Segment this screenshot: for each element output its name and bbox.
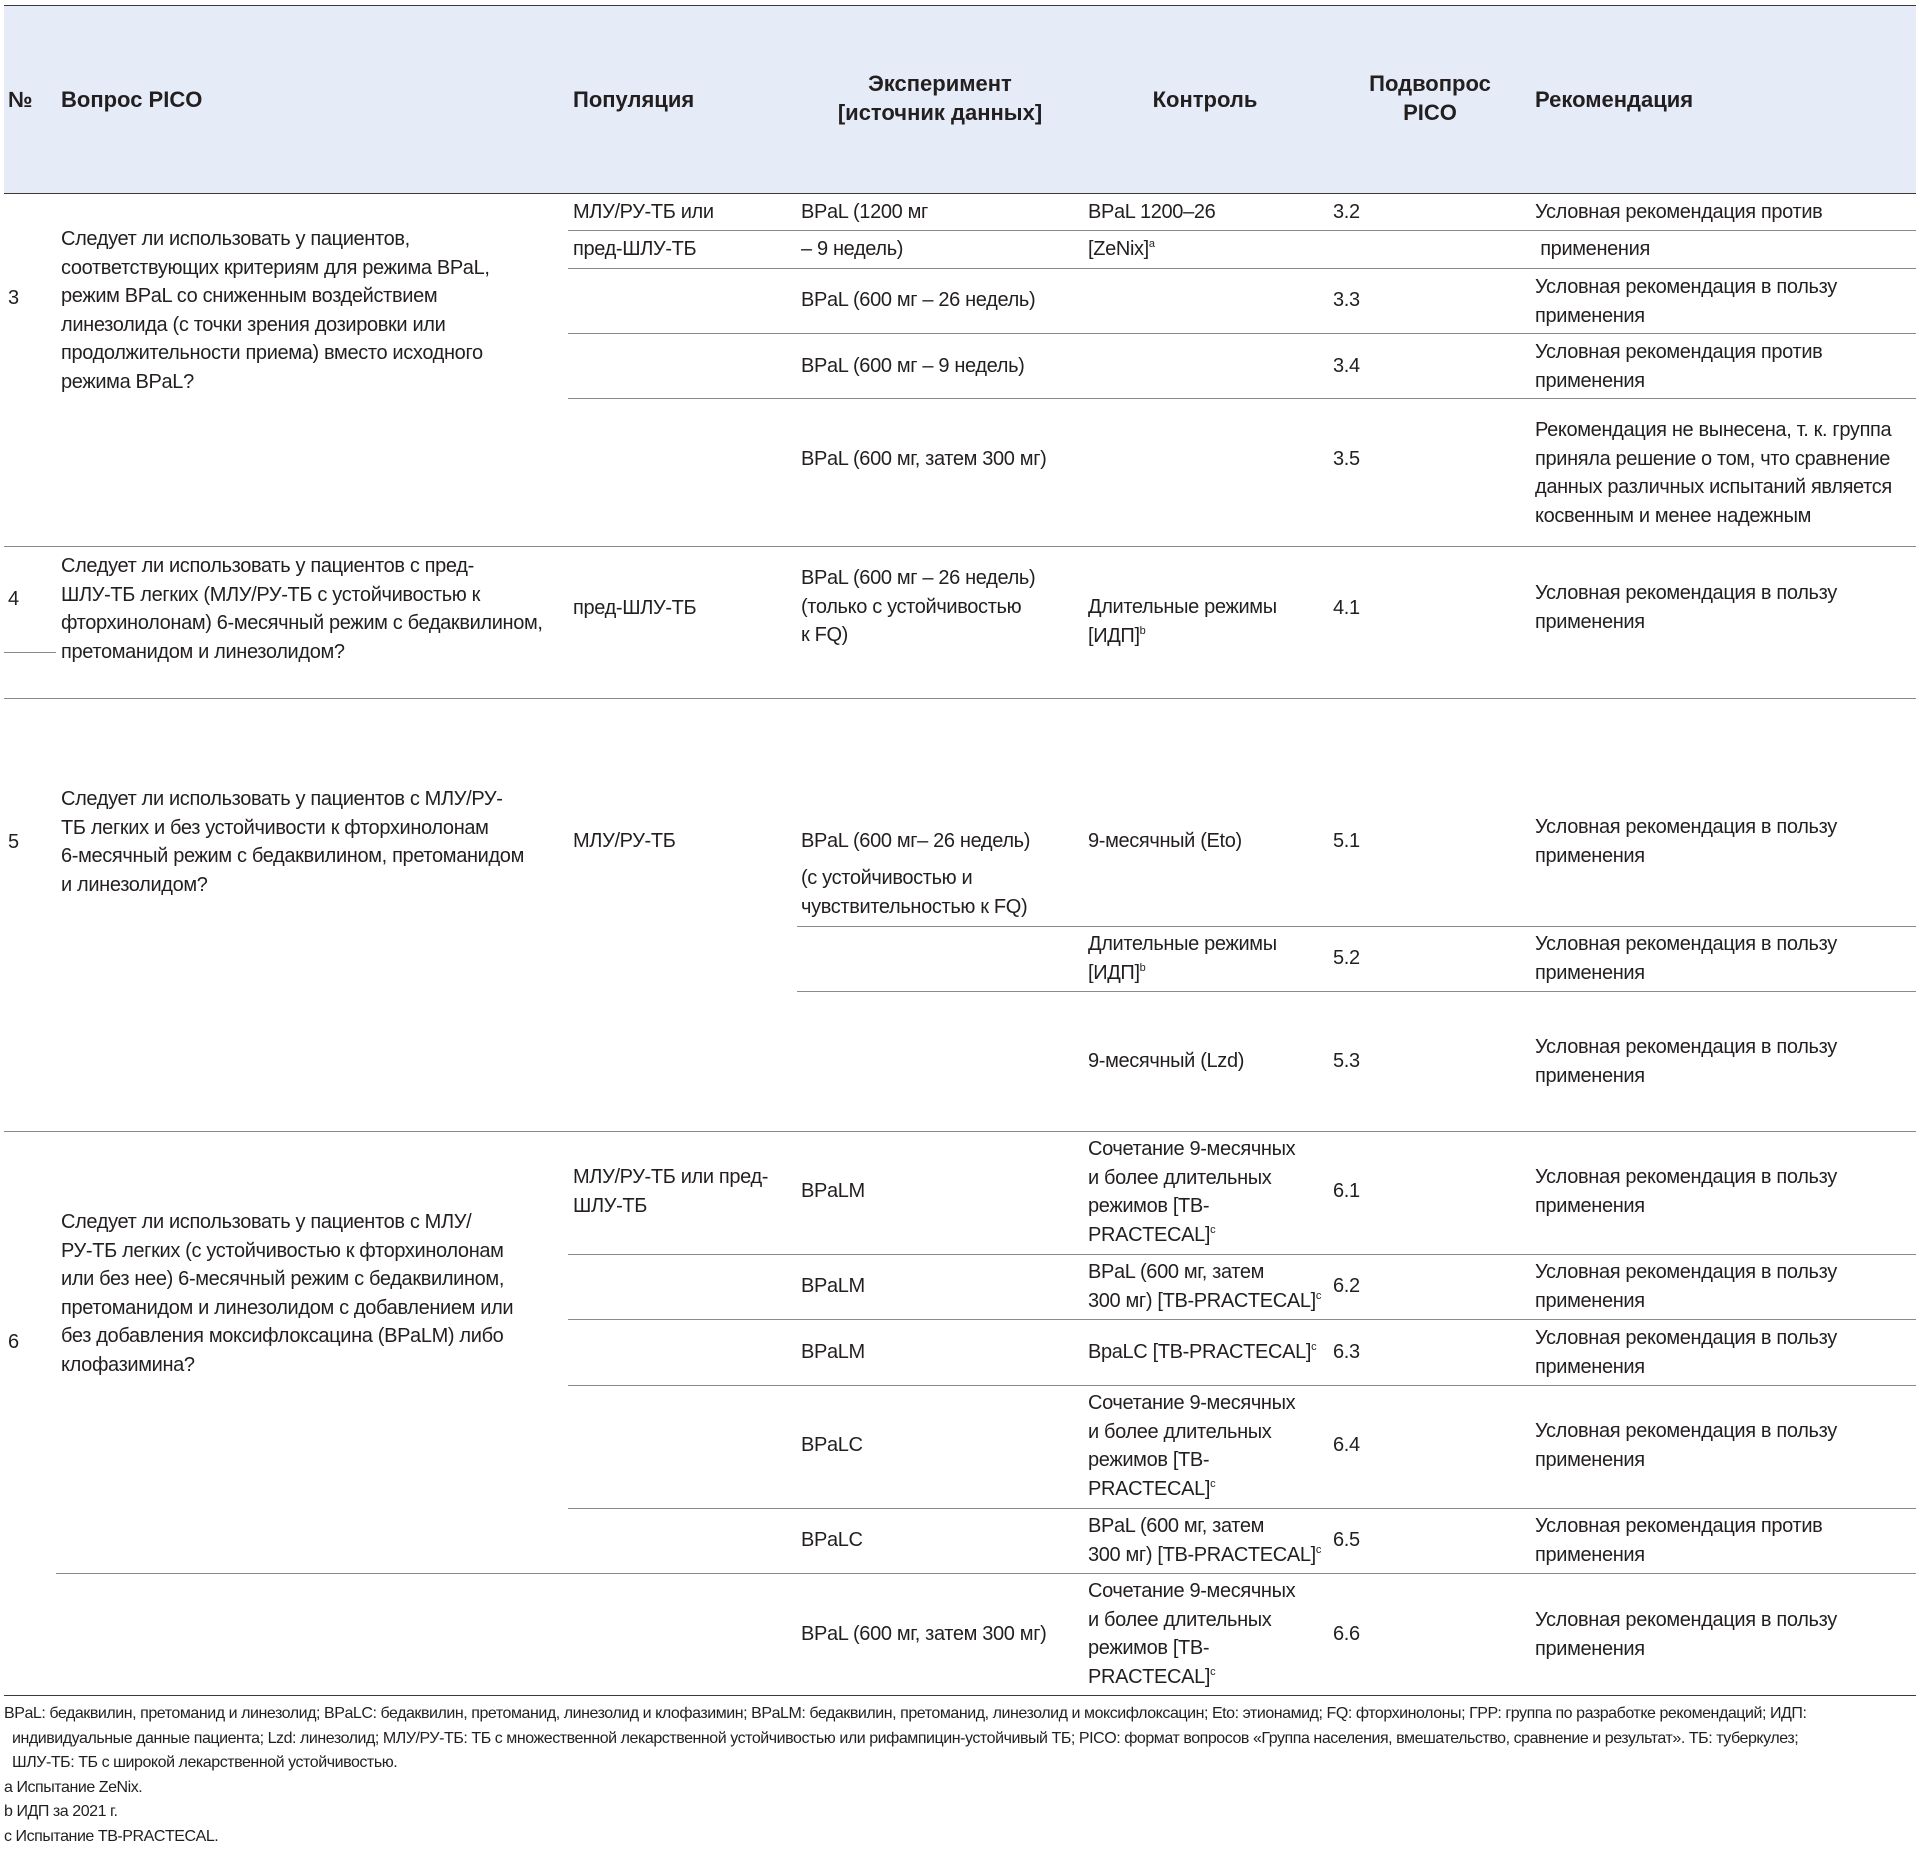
recommendation-cell xyxy=(1535,579,1837,636)
header-experiment xyxy=(790,69,1090,127)
row-divider xyxy=(568,230,1916,231)
pico-question xyxy=(61,1208,513,1379)
control-cell xyxy=(1088,930,1277,987)
text-line xyxy=(1088,1221,1295,1250)
header-recommendation: Рекомендация xyxy=(1535,87,1694,112)
text-line: (с устойчивостью и xyxy=(801,867,973,889)
control-text: BpaLC [TB-PRACTECAL] xyxy=(1088,1341,1312,1363)
text-line: и линезолидом? xyxy=(61,873,208,896)
text-line: Условная рекомендация против xyxy=(1535,341,1823,363)
header-control: Контроль xyxy=(1152,87,1258,112)
row-divider xyxy=(4,1131,1916,1132)
text-line: применения xyxy=(1535,369,1645,392)
footnote-marker: c xyxy=(1210,1477,1216,1490)
footnote-abbreviations: BPaL: бедаквилин, претоманид и линезолид; BPaLC: бедаквилин, претоманид, линезолид и клофазимин; BPaLM: бедаквилин, претоманид, линезолид и моксифлоксацин; Eto: этионамид; FQ: фторхинолоны; ГРР: группа по разработке рекомендаций; ИДП: xyxy=(4,1705,1807,1722)
text-line: режимов [TB- xyxy=(1088,1637,1210,1659)
text-line: применения xyxy=(1535,1064,1645,1087)
row-divider xyxy=(568,1254,1916,1255)
control-cell xyxy=(1088,235,1155,264)
text-line: к FQ) xyxy=(801,624,848,646)
row-divider xyxy=(4,652,56,653)
text-line: клофазимина? xyxy=(61,1353,195,1376)
experiment-cell: BPaL (1200 мг xyxy=(801,201,928,223)
row-divider xyxy=(4,546,1916,547)
text-line: или без нее) 6-месячный режим с бедаквилином, xyxy=(61,1268,505,1290)
text-line: и более длительных xyxy=(1088,1420,1272,1443)
footnote-c: c Испытание TB-PRACTECAL. xyxy=(4,1828,219,1845)
recommendation-cell xyxy=(1535,1324,1837,1381)
text-line: BPaL (600 мг – 26 недель) xyxy=(801,567,1036,589)
control-text: PRACTECAL] xyxy=(1088,1665,1211,1688)
row-divider xyxy=(568,333,1916,334)
control-cell xyxy=(1088,1135,1295,1249)
population-cell: МЛУ/РУ-ТБ или xyxy=(573,201,714,223)
table-top-rule xyxy=(4,5,1916,6)
text-line: Сочетание 9-месячных xyxy=(1088,1138,1296,1160)
control-cell xyxy=(1088,1577,1295,1691)
control-text: PRACTECAL] xyxy=(1088,1223,1211,1246)
text-line: Условная рекомендация против xyxy=(1535,1515,1823,1537)
control-cell xyxy=(1088,593,1277,650)
control-cell xyxy=(1088,1512,1321,1569)
row-divider xyxy=(56,1573,1916,1574)
population-cell: пред-ШЛУ-ТБ xyxy=(573,597,697,619)
text-line: соответствующих критериям для режима BPaL, xyxy=(61,256,490,279)
row-number: 5 xyxy=(8,831,19,853)
text-line: применения xyxy=(1535,1355,1645,1378)
text-line: и более длительных xyxy=(1088,1166,1272,1189)
row-divider xyxy=(568,1319,1916,1320)
recommendation-cell xyxy=(1535,813,1837,870)
text-line: Условная рекомендация в пользу xyxy=(1535,276,1837,298)
text-line: Длительные режимы xyxy=(1088,933,1277,955)
population-cell xyxy=(573,1163,768,1220)
subquestion-cell: 6.1 xyxy=(1333,1180,1360,1202)
text-line: 6-месячный режим с бедаквилином, претоманидом xyxy=(61,845,524,867)
header-subquestion xyxy=(1330,69,1530,127)
subquestion-cell: 6.3 xyxy=(1333,1341,1360,1363)
footnote-marker: c xyxy=(1315,1289,1322,1302)
header-number: № xyxy=(8,87,33,112)
recommendation-cell xyxy=(1535,338,1822,395)
text-line: претоманидом и линезолидом с добавлением или xyxy=(61,1296,514,1319)
row-number: 4 xyxy=(8,588,19,610)
text-line: режима BPaL? xyxy=(61,370,194,393)
experiment-cell: BPaLM xyxy=(801,1275,865,1297)
footnote-abbreviations: ШЛУ-ТБ: ТБ с широкой лекарственной устойчивостью. xyxy=(4,1754,398,1771)
text-line: претоманидом и линезолидом? xyxy=(61,640,345,663)
text-line: применения xyxy=(1535,610,1645,633)
text-line: Длительные режимы xyxy=(1088,596,1277,618)
control-text: [ZeNix] xyxy=(1088,238,1149,260)
footnote-a: a Испытание ZeNix. xyxy=(4,1779,143,1796)
row-divider xyxy=(568,1385,1916,1386)
text-line: Следует ли использовать у пациентов с МЛУ/РУ- xyxy=(61,788,503,810)
footnote-marker: c xyxy=(1311,1341,1317,1353)
row-number: 6 xyxy=(8,1331,19,1353)
text-line: режимов [TB- xyxy=(1088,1449,1210,1471)
text-line xyxy=(1088,1287,1321,1316)
header-experiment-line: [источник данных] xyxy=(837,100,1043,125)
control-cell: 9-месячный (Eto) xyxy=(1088,830,1242,852)
footnote-marker: b xyxy=(1139,961,1146,974)
text-line: чувствительностью к FQ) xyxy=(801,895,1028,918)
control-text: 300 мг) [TB-PRACTECAL] xyxy=(1088,1543,1316,1566)
experiment-cell: BPaL (600 мг – 26 недель) xyxy=(801,289,1036,311)
text-line: Условная рекомендация в пользу xyxy=(1535,1420,1837,1442)
text-line: косвенным и менее надежным xyxy=(1535,504,1812,527)
text-line: РУ-ТБ легких (с устойчивостью к фторхинолонам xyxy=(61,1239,504,1262)
row-divider xyxy=(568,1508,1916,1509)
header-subquestion-line: PICO xyxy=(1403,100,1457,125)
experiment-cell: – 9 недель) xyxy=(801,238,904,260)
text-line: Условная рекомендация в пользу xyxy=(1535,933,1837,955)
text-line: Рекомендация не вынесена, т. к. группа xyxy=(1535,419,1892,441)
text-line: применения xyxy=(1535,1448,1645,1471)
text-line: Следует ли использовать у пациентов с пред- xyxy=(61,555,474,577)
pico-question xyxy=(61,552,543,666)
recommendation-cell: Условная рекомендация против xyxy=(1535,201,1823,223)
control-text: [ИДП] xyxy=(1088,624,1140,647)
recommendation-cell xyxy=(1535,1163,1837,1220)
control-text: 300 мг) [TB-PRACTECAL] xyxy=(1088,1289,1316,1312)
experiment-cell: BPaLM xyxy=(801,1341,865,1363)
footnote-marker: c xyxy=(1210,1665,1216,1678)
subquestion-cell: 5.2 xyxy=(1333,947,1360,969)
text-line: Условная рекомендация в пользу xyxy=(1535,816,1837,838)
text-line: Следует ли использовать у пациентов, xyxy=(61,228,410,250)
header-subquestion-line: Подвопрос xyxy=(1369,71,1491,96)
header-population: Популяция xyxy=(573,87,695,112)
footnote-marker: c xyxy=(1210,1223,1216,1236)
text-line: и более длительных xyxy=(1088,1608,1272,1631)
recommendation-cell xyxy=(1535,930,1837,987)
control-cell: BPaL 1200–26 xyxy=(1088,201,1216,223)
control-text: [ИДП] xyxy=(1088,961,1140,984)
subquestion-cell: 6.5 xyxy=(1333,1529,1360,1551)
experiment-cell: BPaL (600 мг – 9 недель) xyxy=(801,355,1025,377)
footnote-b: b ИДП за 2021 г. xyxy=(4,1803,118,1820)
subquestion-cell: 5.1 xyxy=(1333,830,1360,852)
row-number: 3 xyxy=(8,287,19,309)
experiment-cell: BPaL (600 мг, затем 300 мг) xyxy=(801,448,1047,470)
text-line: применения xyxy=(1535,1637,1645,1660)
text-line: режимов [TB- xyxy=(1088,1195,1210,1217)
experiment-cell: BPaL (600 мг, затем 300 мг) xyxy=(801,1623,1047,1645)
text-line: продолжительности приема) вместо исходного xyxy=(61,342,483,364)
recommendation-cell xyxy=(1535,1258,1837,1315)
subquestion-cell: 5.3 xyxy=(1333,1050,1360,1072)
recommendation-cell xyxy=(1535,1606,1837,1663)
control-cell xyxy=(1088,1338,1316,1367)
recommendation-cell xyxy=(1535,1512,1822,1569)
header-question: Вопрос PICO xyxy=(61,87,203,112)
text-line: применения xyxy=(1535,1543,1645,1566)
text-line: применения xyxy=(1535,961,1645,984)
experiment-cell: BPaL (600 мг– 26 недель) xyxy=(801,830,1031,852)
text-line: Условная рекомендация в пользу xyxy=(1535,582,1837,604)
footnote-marker: c xyxy=(1315,1543,1322,1556)
row-divider xyxy=(797,991,1916,992)
text-line: Условная рекомендация в пользу xyxy=(1535,1166,1837,1188)
footnote-abbreviations: индивидуальные данные пациента; Lzd: линезолид; МЛУ/РУ-ТБ: ТБ с множественной лекарственной устойчивостью или рифампицин-устойчивый ТБ; PICO: формат вопросов «Группа населения, вмешательство, сравнение и результат». ТБ: туберкулез; xyxy=(4,1730,1799,1747)
subquestion-cell: 4.1 xyxy=(1333,597,1360,619)
text-line: Сочетание 9-месячных xyxy=(1088,1392,1296,1414)
experiment-cell: BPaLC xyxy=(801,1434,863,1456)
recommendation-cell xyxy=(1535,1033,1837,1090)
text-line: (только с устойчивостью xyxy=(801,595,1022,618)
text-line: BPaL (600 мг, затем xyxy=(1088,1261,1265,1283)
text-line: линезолида (с точки зрения дозировки или xyxy=(61,313,446,336)
row-divider xyxy=(568,398,1916,399)
control-cell xyxy=(1088,1258,1321,1315)
pico-question xyxy=(61,225,490,396)
text-line: Следует ли использовать у пациентов с МЛУ/ xyxy=(61,1211,472,1233)
recommendation-cell xyxy=(1535,273,1837,330)
text-line: Сочетание 9-месячных xyxy=(1088,1580,1296,1602)
row-divider xyxy=(4,698,1916,699)
text-line: данных различных испытаний является xyxy=(1535,476,1892,498)
text-line: BPaL (600 мг, затем xyxy=(1088,1515,1265,1537)
text-line: Условная рекомендация в пользу xyxy=(1535,1609,1837,1631)
control-cell xyxy=(1088,1389,1295,1503)
header-bottom-rule xyxy=(4,193,1916,194)
subquestion-cell: 6.6 xyxy=(1333,1623,1360,1645)
text-line: приняла решение о том, что сравнение xyxy=(1535,447,1891,470)
subquestion-cell: 3.3 xyxy=(1333,289,1360,311)
text-line xyxy=(1088,1663,1295,1692)
text-line: фторхинолонам) 6-месячный режим с бедаквилином, xyxy=(61,612,543,634)
text-line: Условная рекомендация в пользу xyxy=(1535,1036,1837,1058)
table-bottom-rule xyxy=(4,1695,1916,1696)
text-line: применения xyxy=(1535,844,1645,867)
text-line: без добавления моксифлоксацина (BPaLM) либо xyxy=(61,1325,504,1347)
row-divider xyxy=(568,268,1916,269)
subquestion-cell: 3.2 xyxy=(1333,201,1360,223)
control-cell: 9-месячный (Lzd) xyxy=(1088,1050,1245,1072)
subquestion-cell: 6.4 xyxy=(1333,1434,1360,1456)
population-cell: пред-ШЛУ-ТБ xyxy=(573,238,697,260)
experiment-cell: BPaLC xyxy=(801,1529,863,1551)
footnote-marker: a xyxy=(1148,238,1155,250)
footnote-marker: b xyxy=(1139,624,1146,637)
text-line: применения xyxy=(1535,1289,1645,1312)
text-line: ШЛУ-ТБ xyxy=(573,1194,648,1217)
subquestion-cell: 3.5 xyxy=(1333,448,1360,470)
experiment-cell: BPaLM xyxy=(801,1180,865,1202)
text-line xyxy=(1088,959,1277,988)
text-line xyxy=(1088,1475,1295,1504)
text-line: Условная рекомендация в пользу xyxy=(1535,1261,1837,1283)
text-line: применения xyxy=(1535,304,1645,327)
text-line xyxy=(1088,1541,1321,1570)
pico-question xyxy=(61,785,524,899)
text-line: МЛУ/РУ-ТБ или пред- xyxy=(573,1166,769,1188)
text-line: Условная рекомендация в пользу xyxy=(1535,1327,1837,1349)
row-divider xyxy=(797,926,1916,927)
text-line: ТБ легких и без устойчивости к фторхинолонам xyxy=(61,816,489,839)
text-line: режим BPaL со сниженным воздействием xyxy=(61,285,438,307)
control-text: PRACTECAL] xyxy=(1088,1477,1211,1500)
subquestion-cell: 3.4 xyxy=(1333,355,1360,377)
recommendation-cell: применения xyxy=(1535,238,1650,260)
population-cell: МЛУ/РУ-ТБ xyxy=(573,830,676,852)
recommendation-cell xyxy=(1535,1417,1837,1474)
text-line xyxy=(1088,622,1277,651)
recommendation-cell xyxy=(1535,416,1892,530)
subquestion-cell: 6.2 xyxy=(1333,1275,1360,1297)
experiment-cell xyxy=(801,864,1027,921)
header-experiment-line: Эксперимент xyxy=(868,71,1012,96)
text-line: применения xyxy=(1535,1194,1645,1217)
text-line: ШЛУ-ТБ легких (МЛУ/РУ-ТБ с устойчивостью к xyxy=(61,583,481,606)
experiment-cell xyxy=(801,564,1035,650)
